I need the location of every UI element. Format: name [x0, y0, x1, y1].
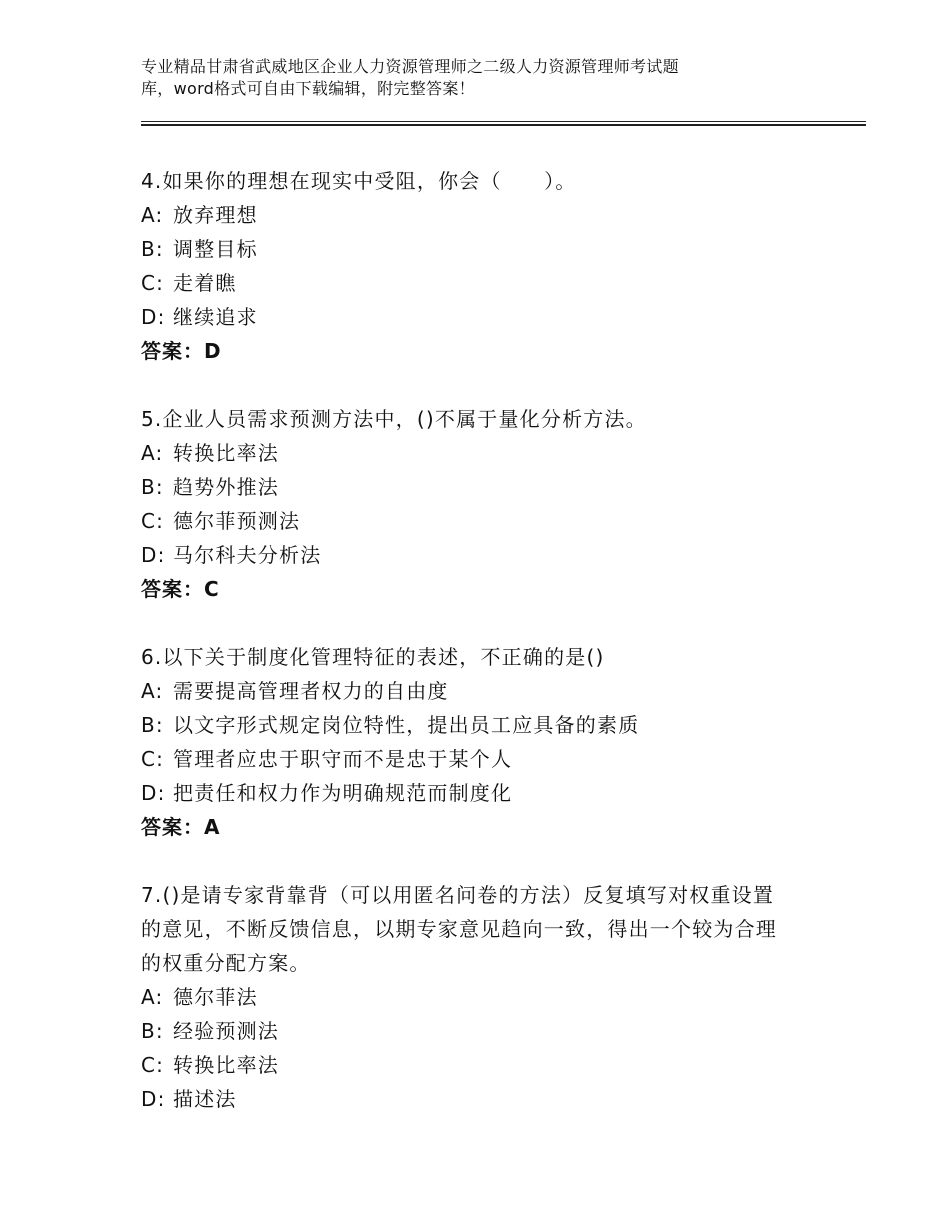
option-label: C: [141, 1053, 165, 1077]
option-label: D: [141, 543, 166, 567]
answer-key: 答案：C [141, 577, 220, 601]
answer-key: 答案：D [141, 339, 222, 363]
question-block [141, 164, 841, 368]
document-header [141, 56, 841, 100]
question-stem [141, 164, 841, 198]
question-stem [141, 402, 841, 436]
header-divider-thick [141, 124, 866, 126]
header-title-line-2: 库，word格式可自由下载编辑，附完整答案！ [141, 79, 475, 98]
answer-option [141, 776, 841, 810]
question-stem-line: 4.如果你的理想在现实中受阻，你会（ ）。 [141, 169, 577, 193]
answer-option [141, 538, 841, 572]
answer-option [141, 674, 841, 708]
option-label: A: [141, 203, 164, 227]
question-block [141, 878, 841, 1116]
answer-option [141, 1082, 841, 1116]
option-label: C: [141, 747, 165, 771]
answer-option [141, 742, 841, 776]
option-text: 以文字形式规定岗位特性，提出员工应具备的素质 [173, 713, 640, 737]
question-stem-line: 6.以下关于制度化管理特征的表述，不正确的是() [141, 645, 605, 669]
answer-option [141, 436, 841, 470]
option-text: 继续追求 [173, 305, 258, 329]
answer-option [141, 470, 841, 504]
answer-key: 答案：A [141, 815, 221, 839]
option-text: 走着瞧 [173, 271, 237, 295]
option-text: 马尔科夫分析法 [173, 543, 322, 567]
answer-option [141, 198, 841, 232]
option-label: B: [141, 237, 164, 261]
answer-option [141, 300, 841, 334]
answer-option [141, 1014, 841, 1048]
question-block [141, 402, 841, 606]
option-label: D: [141, 1087, 166, 1111]
option-text: 描述法 [173, 1087, 237, 1111]
option-label: D: [141, 781, 166, 805]
option-label: C: [141, 509, 165, 533]
option-text: 放弃理想 [173, 203, 258, 227]
option-label: A: [141, 679, 164, 703]
option-text: 把责任和权力作为明确规范而制度化 [173, 781, 513, 805]
answer-option [141, 708, 841, 742]
question-stem-line: 5.企业人员需求预测方法中，()不属于量化分析方法。 [141, 407, 647, 431]
question-list [141, 164, 841, 1150]
answer-option [141, 504, 841, 538]
question-block [141, 640, 841, 844]
answer-option [141, 266, 841, 300]
option-text: 德尔菲预测法 [173, 509, 301, 533]
option-text: 德尔菲法 [173, 985, 258, 1009]
option-label: B: [141, 713, 164, 737]
option-text: 管理者应忠于职守而不是忠于某个人 [173, 747, 513, 771]
question-stem-line: 的意见，不断反馈信息，以期专家意见趋向一致，得出一个较为合理 [141, 917, 777, 941]
question-stem-line: 7.()是请专家背靠背（可以用匿名问卷的方法）反复填写对权重设置 [141, 883, 775, 907]
question-stem-line: 的权重分配方案。 [141, 951, 311, 975]
question-stem [141, 640, 841, 674]
option-text: 转换比率法 [173, 441, 279, 465]
option-text: 调整目标 [173, 237, 258, 261]
question-stem [141, 878, 841, 980]
option-label: C: [141, 271, 165, 295]
header-divider-thin [141, 121, 866, 122]
answer-option [141, 1048, 841, 1082]
answer-option [141, 980, 841, 1014]
option-text: 趋势外推法 [173, 475, 279, 499]
option-text: 需要提高管理者权力的自由度 [173, 679, 449, 703]
option-label: B: [141, 1019, 164, 1043]
option-text: 转换比率法 [173, 1053, 279, 1077]
option-label: A: [141, 985, 164, 1009]
option-label: D: [141, 305, 166, 329]
header-title-line-1: 专业精品甘肃省武威地区企业人力资源管理师之二级人力资源管理师考试题 [141, 57, 679, 76]
answer-option [141, 232, 841, 266]
option-label: A: [141, 441, 164, 465]
option-text: 经验预测法 [173, 1019, 279, 1043]
option-label: B: [141, 475, 164, 499]
